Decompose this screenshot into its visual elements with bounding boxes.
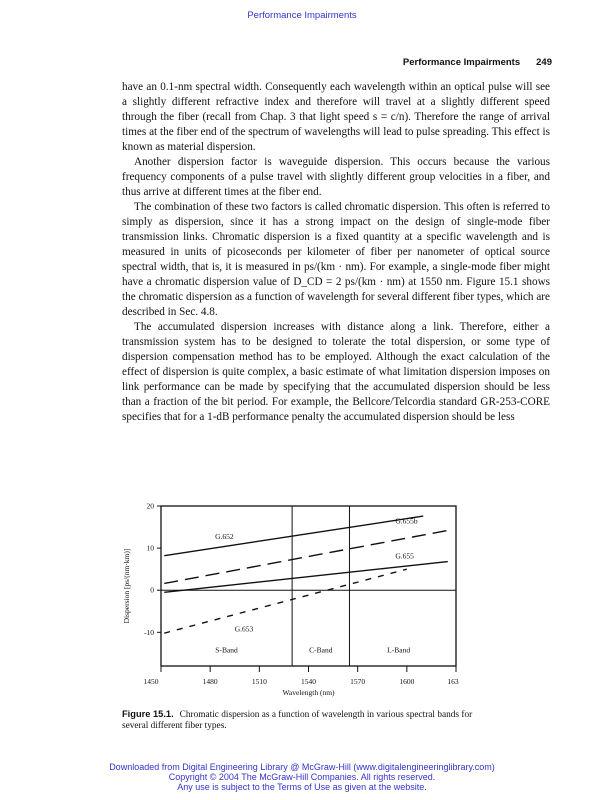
y-tick-label: 0 (150, 585, 154, 595)
x-axis-label: Wavelength (nm) (282, 688, 335, 697)
footer-line-3: Any use is subject to the Terms of Use as given at the website. (177, 782, 427, 792)
page-number: 249 (536, 57, 552, 68)
figure-15-1 (118, 498, 464, 706)
body-text (122, 80, 550, 425)
running-header (380, 57, 552, 68)
series-label-g653: G.653 (234, 624, 254, 634)
plot-frame (161, 506, 456, 666)
x-tick-label: 163 (447, 677, 459, 686)
series-line-g655 (164, 562, 448, 593)
top-header-link[interactable]: Performance Impairments (247, 10, 357, 21)
caption-text: Chromatic dispersion as a function of wavelength in various spectral bands for several different fiber types. (122, 710, 473, 731)
x-tick-label: 1540 (301, 677, 316, 686)
series-label-g655b: G.655b (395, 516, 418, 526)
y-axis-label: Dispersion [ps/(nm·km)] (122, 548, 131, 624)
x-tick-label: 1600 (399, 677, 415, 686)
footer-line-2: Copyright © 2004 The McGraw-Hill Companies. All rights reserved. (168, 772, 436, 782)
band-label-c-band: C-Band (309, 645, 333, 655)
series-label-g655: G.655 (395, 551, 414, 561)
paragraph-3: The combination of these two factors is called chromatic dispersion. This often is referred to simply as dispersion, since it has a strong impact on the design of single-mode fiber transmission links. Chromatic dispersion is a fixed quantity at a specific wavelength and is measured in units of picoseconds per kilometer of fiber per nanometer of optical source spectral width, that is, it is measured in ps/(km · nm). For example, a single-mode fiber might have a chromatic dispersion value of D_CD = 2 ps/(km · nm) at 1550 nm. Figure 15.1 shows the chromatic dispersion as a function of wavelength for several different fiber types, which are described in Sec. 4.8. (122, 201, 550, 318)
series-line-g652 (164, 516, 423, 556)
footer-line-1[interactable]: Downloaded from Digital Engineering Library @ McGraw-Hill (www.digitalengineeringlibrary.com) (109, 762, 495, 772)
footer (0, 762, 604, 792)
figure-caption (122, 709, 492, 732)
paragraph-2: Another dispersion factor is waveguide dispersion. This occurs because the various frequency components of a pulse travel with slightly different group velocities in a fiber, and thus arrive at different times at the fiber end. (122, 156, 550, 198)
figure-label: Figure 15.1. (122, 709, 174, 719)
y-tick-label: 20 (146, 501, 154, 511)
x-tick-label: 1450 (143, 677, 159, 686)
x-tick-label: 1510 (251, 677, 267, 686)
y-tick-label: -10 (144, 627, 154, 637)
y-tick-label: 10 (146, 543, 154, 553)
band-label-s-band: S-Band (215, 645, 238, 655)
band-label-l-band: L-Band (387, 645, 411, 655)
running-title: Performance Impairments (402, 57, 521, 68)
series-label-g652: G.652 (215, 531, 234, 541)
x-tick-label: 1570 (350, 677, 366, 686)
x-tick-label: 1480 (202, 677, 218, 686)
paragraph-4: The accumulated dispersion increases with distance along a link. Therefore, either a transmission system has to be designed to tolerate the total dispersion, or some type of dispersion compensation method has to be employed. Although the exact calculation of the effect of dispersion is quite complex, a basic estimate of what limitation dispersion imposes on link performance can be made by specifying that the accumulated dispersion should be less than a fraction of the bit period. For example, the Bellcore/Telcordia standard GR-253-CORE specifies that for a 1-dB performance penalty the accumulated dispersion should be less (122, 321, 550, 423)
paragraph-1: have an 0.1-nm spectral width. Consequently each wavelength within an optical pulse will see a slightly different refractive index and therefore will travel at a slightly different speed through the fiber (recall from Chap. 3 that light speed s = c/n). Therefore the range of arrival times at the fiber end of the spectrum of wavelengths will lead to pulse spreading. This effect is known as material dispersion. (122, 81, 550, 153)
dispersion-chart (118, 498, 464, 706)
